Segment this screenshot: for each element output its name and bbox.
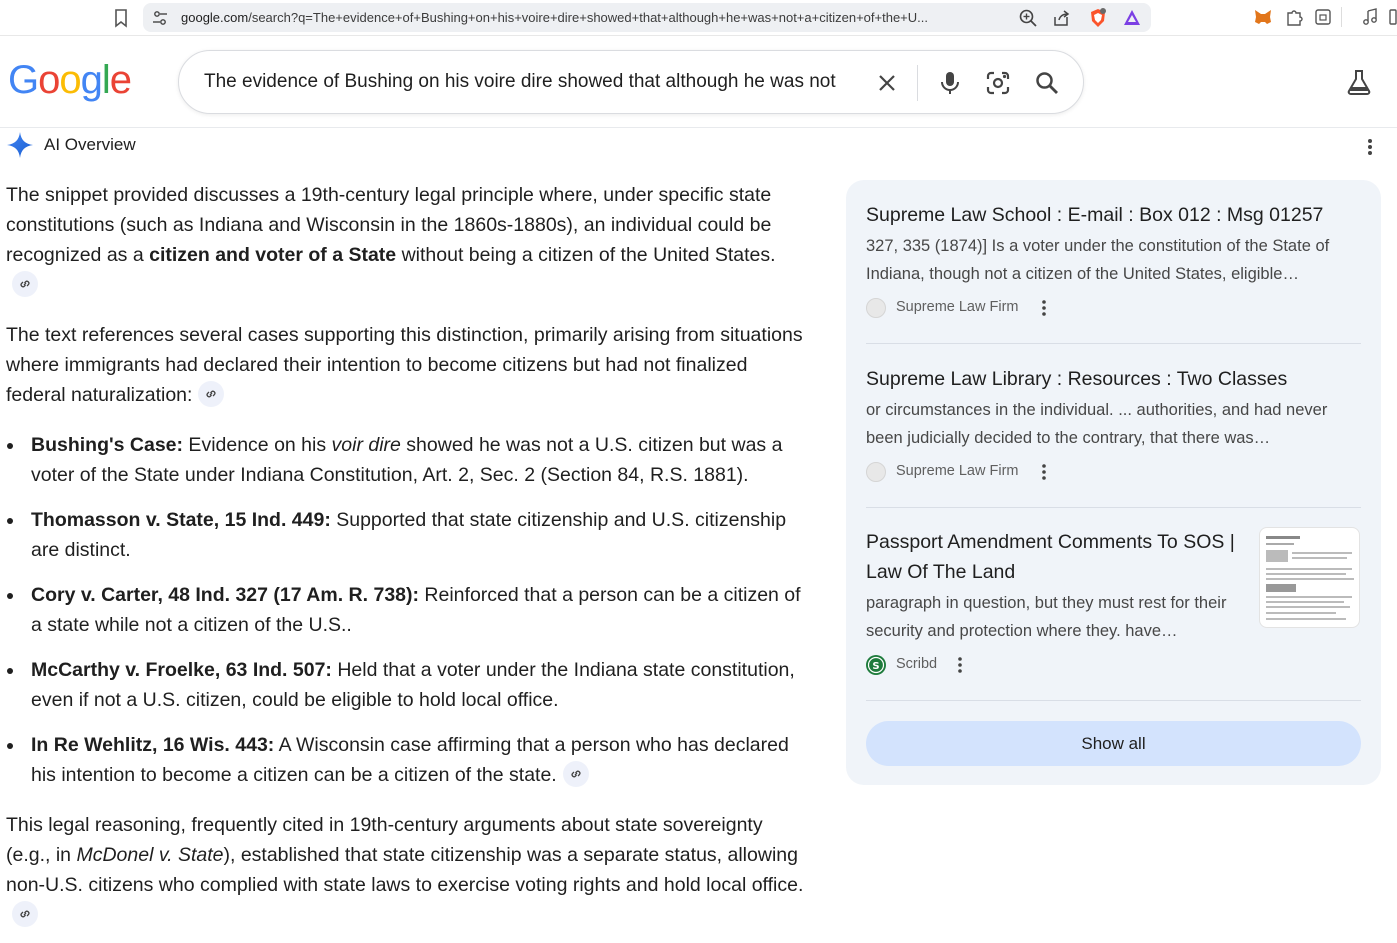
list-item <box>6 655 806 715</box>
address-bar[interactable] <box>143 3 1151 32</box>
sources-panel <box>846 180 1381 785</box>
case-text: showed he was not a U.S. citizen but was a voter of the State under Indiana Constitution, Art. 2, Sec. 2 (Section 84, R.S. 1881). <box>31 434 783 486</box>
link-icon[interactable] <box>12 901 38 927</box>
zoom-icon[interactable] <box>1018 8 1038 28</box>
case-name: In Re Wehlitz, 16 Wis. 443: <box>31 734 275 756</box>
source-snippet: or circumstances in the individual. ... authorities, and had never been judicially decided to the contrary, that there was… <box>866 401 1328 447</box>
case-emphasis: voir dire <box>331 434 401 456</box>
header-divider <box>0 127 1397 128</box>
google-logo[interactable] <box>8 58 131 103</box>
list-item <box>6 730 806 790</box>
list-item <box>6 580 806 640</box>
menu-icon[interactable] <box>1388 7 1397 27</box>
source-card[interactable] <box>866 364 1361 486</box>
logo-letter: o <box>59 58 81 102</box>
document-thumbnail[interactable] <box>1259 527 1360 628</box>
link-icon[interactable] <box>12 271 38 297</box>
clear-icon[interactable] <box>873 69 901 97</box>
tune-icon[interactable] <box>151 9 169 27</box>
source-title[interactable]: Supreme Law School : E-mail : Box 012 : Msg 01257 <box>866 204 1324 226</box>
overview-paragraph <box>6 810 806 930</box>
source-card[interactable] <box>866 527 1246 679</box>
logo-letter: G <box>8 58 39 102</box>
ai-overview-title: AI Overview <box>44 135 136 154</box>
svg-text:S: S <box>872 661 880 672</box>
case-text: Evidence on his <box>183 434 332 456</box>
labs-icon[interactable] <box>1345 68 1373 96</box>
source-meta <box>866 651 1246 679</box>
url-host: google.com <box>181 10 249 25</box>
case-text: Held that a voter under the Indiana state constitution, even if not a U.S. citizen, could be eligible to hold local office. <box>31 659 795 711</box>
source-title[interactable]: Supreme Law Library : Resources : Two Classes <box>866 368 1288 390</box>
reader-icon[interactable] <box>1313 7 1333 27</box>
link-icon[interactable] <box>198 381 224 407</box>
case-text: A Wisconsin case affirming that a person who has declared his intention to become a citizen can be a citizen of the state. <box>31 734 789 786</box>
source-snippet: 327, 335 (1874)] Is a voter under the constitution of the State of Indiana, though not a citizen of the United States, eligible… <box>866 237 1330 283</box>
source-snippet: paragraph in question, but they must rest for their security and protection where they. have… <box>866 594 1227 640</box>
site-favicon-icon <box>866 298 886 318</box>
logo-letter: l <box>101 58 110 102</box>
overview-emphasis: citizen and voter of a State <box>149 244 397 266</box>
logo-letter: e <box>109 58 132 102</box>
case-name: Bushing's Case: <box>31 434 184 456</box>
mic-icon[interactable] <box>936 69 964 97</box>
bookmark-icon[interactable] <box>111 7 131 29</box>
source-divider <box>866 507 1361 508</box>
url-text[interactable] <box>181 10 1011 25</box>
case-name: Thomasson v. State, 15 Ind. 449: <box>31 509 331 531</box>
url-path: /search?q=The+evidence+of+Bushing+on+his+voire+dire+showed+that+although+he+was+not+a+citizen+of+the+U... <box>248 10 928 25</box>
case-list <box>6 430 806 790</box>
source-site: Scribd <box>896 656 938 672</box>
overview-paragraph <box>6 180 806 300</box>
overview-text: This legal reasoning, frequently cited in 19th-century arguments about state sovereignty (e.g., in <box>6 814 763 866</box>
case-name: Cory v. Carter, 48 Ind. 327 (17 Am. R. 738): <box>31 584 419 606</box>
search-box[interactable] <box>178 50 1084 114</box>
ai-overview-body <box>6 180 806 943</box>
more-vert-icon[interactable] <box>1360 136 1380 158</box>
search-icon[interactable] <box>1033 69 1061 97</box>
lens-icon[interactable] <box>984 69 1012 97</box>
share-icon[interactable] <box>1051 8 1071 28</box>
show-all-button[interactable]: Show all <box>866 721 1361 766</box>
site-favicon-icon <box>866 462 886 482</box>
sparkle-icon <box>6 131 34 159</box>
metamask-icon[interactable] <box>1253 7 1273 27</box>
source-site: Supreme Law Firm <box>896 299 1019 315</box>
overview-text: The snippet provided discusses a 19th-century legal principle where, under specific state constitutions (such as Indiana and Wisconsin in the 1860s-1880s), an individual could be recognized as a <box>6 184 772 266</box>
brave-shield-icon[interactable] <box>1088 8 1108 28</box>
scribd-icon <box>866 655 886 675</box>
list-item <box>6 430 806 490</box>
more-vert-icon[interactable] <box>1036 462 1052 482</box>
source-divider <box>866 700 1361 701</box>
case-name: McCarthy v. Froelke, 63 Ind. 507: <box>31 659 332 681</box>
source-card[interactable] <box>866 200 1361 322</box>
overview-paragraph <box>6 320 806 410</box>
logo-letter: g <box>80 58 102 102</box>
search-input[interactable]: The evidence of Bushing on his voire dire showed that although he was not <box>204 71 836 92</box>
logo-letter: o <box>38 58 60 102</box>
media-icon[interactable] <box>1360 7 1380 27</box>
overview-text: The text references several cases supporting this distinction, primarily arising from situations where immigrants had declared their intention to become citizens but had not finalized federal naturalization: <box>6 324 803 406</box>
puzzle-icon[interactable] <box>1284 7 1304 27</box>
source-meta <box>866 458 1361 486</box>
list-item <box>6 505 806 565</box>
case-text: Reinforced that a person can be a citizen of a state while not a citizen of the U.S.. <box>31 584 801 636</box>
link-icon[interactable] <box>563 761 589 787</box>
case-text: Supported that state citizenship and U.S. citizenship are distinct. <box>31 509 787 561</box>
toolbar-divider <box>1341 7 1342 27</box>
overview-emphasis: McDonel v. State <box>76 844 224 866</box>
source-site: Supreme Law Firm <box>896 463 1019 479</box>
source-meta <box>866 294 1361 322</box>
more-vert-icon[interactable] <box>1036 298 1052 318</box>
source-divider <box>866 343 1361 344</box>
brave-rewards-icon[interactable] <box>1122 8 1142 28</box>
browser-toolbar <box>0 0 1397 36</box>
more-vert-icon[interactable] <box>952 655 968 675</box>
search-divider <box>917 65 918 101</box>
overview-text: ), established that state citizenship was a separate status, allowing non-U.S. citizens who complied with state laws to exercise voting rights and hold local office. <box>6 844 804 896</box>
source-title[interactable]: Passport Amendment Comments To SOS | Law Of The Land <box>866 531 1235 583</box>
overview-text: without being a citizen of the United States. <box>396 244 776 266</box>
